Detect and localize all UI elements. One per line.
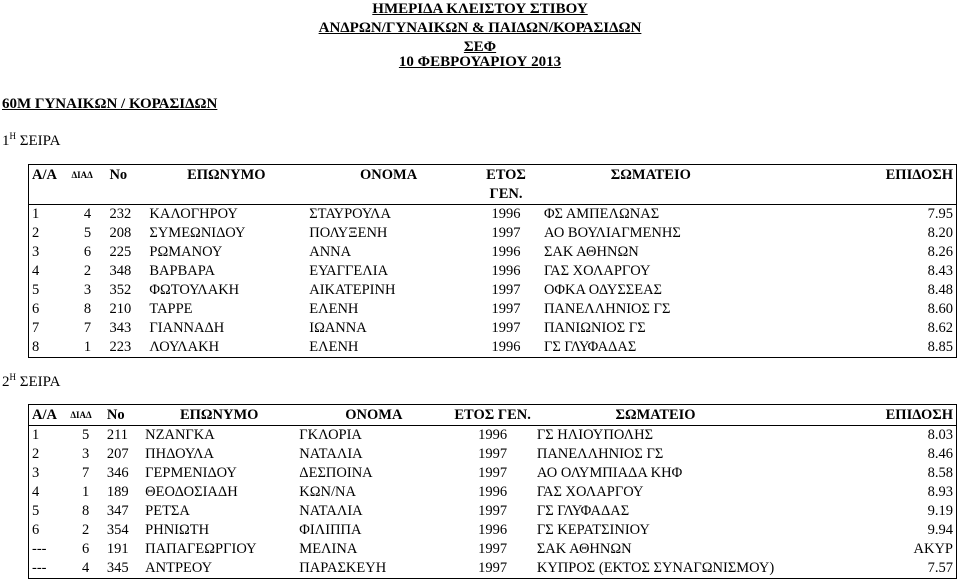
col-no: Νο (109, 166, 128, 183)
cell-club: ΚΥΠΡΟΣ (ΕΚΤΟΣ ΣΥΝΑΓΩΝΙΣΜΟΥ) (536, 560, 775, 576)
table-row (29, 243, 957, 262)
cell-name: ΠΑΡΑΣΚΕΥΗ (299, 560, 387, 576)
cell-lane: 2 (83, 263, 92, 279)
cell-result: 8.20 (927, 225, 953, 241)
heat-1-header-row (29, 165, 957, 186)
cell-result: 8.43 (927, 263, 953, 279)
cell-aa: 6 (32, 301, 40, 317)
cell-year: 1997 (478, 560, 508, 576)
cell-result: 8.93 (927, 484, 953, 500)
cell-club: ΦΣ ΑΜΠΕΛΩΝΑΣ (543, 206, 660, 222)
table-row (29, 483, 957, 502)
cell-no: 225 (109, 244, 132, 260)
cell-club: ΠΑΝΕΛΛΗΝΙΟΣ ΓΣ (536, 446, 664, 462)
cell-surname: ΡΗΝΙΩΤΗ (145, 522, 210, 538)
heat-1-table (28, 164, 957, 358)
col-no: Νο (106, 406, 125, 423)
table-row (29, 281, 957, 300)
heat-2-header-row (29, 405, 957, 426)
cell-year: 1997 (478, 446, 508, 462)
cell-club: ΓΣ ΚΕΡΑΤΣΙΝΙΟΥ (536, 522, 650, 538)
cell-surname: ΑΝΤΡΕΟΥ (145, 560, 213, 576)
cell-no: 232 (109, 206, 132, 222)
cell-no: 210 (109, 301, 132, 317)
table-row (29, 262, 957, 281)
cell-no: 189 (106, 484, 129, 500)
cell-lane: 6 (83, 244, 92, 260)
cell-name: ΕΛΕΝΗ (309, 339, 359, 355)
cell-result: 9.19 (927, 503, 953, 519)
cell-name: ΔΕΣΠΟΙΝΑ (299, 465, 373, 481)
col-aa: Α/Α (32, 406, 57, 423)
cell-aa: 1 (32, 206, 40, 222)
cell-aa: 4 (32, 484, 40, 500)
cell-lane: 1 (81, 484, 90, 500)
cell-no: 354 (106, 522, 129, 538)
cell-lane: 5 (81, 427, 90, 443)
cell-club: ΓΑΣ ΧΟΛΑΡΓΟΥ (536, 484, 644, 500)
cell-year: 1997 (491, 225, 521, 241)
cell-name: ΕΛΕΝΗ (309, 301, 359, 317)
cell-aa: 3 (32, 465, 40, 481)
cell-result: 8.46 (927, 446, 953, 462)
table-row (29, 464, 957, 483)
cell-surname: ΣΥΜΕΩΝΙΔΟΥ (149, 225, 246, 241)
cell-no: 352 (109, 282, 132, 298)
header-line-4: 10 ΦΕΒΡΟΥΑΡΙΟΥ 2013 (398, 54, 562, 70)
table-row (29, 426, 957, 446)
cell-result: 8.60 (927, 301, 953, 317)
cell-aa: 5 (32, 282, 40, 298)
cell-surname: ΡΩΜΑΝΟΥ (149, 244, 223, 260)
cell-club: ΣΑΚ ΑΘΗΝΩΝ (543, 244, 639, 260)
cell-lane: 3 (83, 282, 92, 298)
col-lane: ΔΙΑΔ (70, 410, 92, 420)
cell-no: 191 (106, 541, 129, 557)
cell-no: 211 (106, 427, 129, 443)
cell-year: 1997 (478, 541, 508, 557)
cell-name: ΑΝΝΑ (309, 244, 352, 260)
cell-no: 346 (106, 465, 129, 481)
table-row (29, 205, 957, 225)
cell-result: 7.95 (927, 206, 953, 222)
col-surname: ΕΠΩΝΥΜΟ (187, 166, 266, 183)
cell-year: 1996 (491, 339, 521, 355)
cell-surname: ΚΑΛΟΓΗΡΟΥ (149, 206, 238, 222)
col-name: ΟΝΟΜΑ (360, 166, 418, 183)
cell-lane: 4 (81, 560, 90, 576)
cell-surname: ΡΕΤΣΑ (145, 503, 190, 519)
cell-surname: ΠΑΠΑΓΕΩΡΓΙΟΥ (145, 541, 257, 557)
cell-year: 1997 (491, 320, 521, 336)
cell-no: 343 (109, 320, 132, 336)
cell-year: 1996 (478, 427, 508, 443)
cell-club: ΣΑΚ ΑΘΗΝΩΝ (536, 541, 632, 557)
cell-name: ΝΑΤΑΛΙΑ (299, 446, 363, 462)
cell-lane: 3 (81, 446, 90, 462)
col-year: ΕΤΟΣ (486, 166, 526, 183)
heat-2-table (28, 404, 957, 579)
cell-aa: 6 (32, 522, 40, 538)
cell-result: 8.58 (927, 465, 953, 481)
cell-year: 1996 (491, 244, 521, 260)
cell-year: 1997 (491, 282, 521, 298)
cell-club: ΑΟ ΟΛΥΜΠΙΑΔΑ ΚΗΦ (536, 465, 683, 481)
cell-name: ΝΑΤΑΛΙΑ (299, 503, 363, 519)
cell-surname: ΒΑΡΒΑΡΑ (149, 263, 215, 279)
cell-club: ΓΣ ΗΛΙΟΥΠΟΛΗΣ (536, 427, 654, 443)
cell-surname: ΓΕΡΜΕΝΙΔΟΥ (145, 465, 237, 481)
cell-result: 8.48 (927, 282, 953, 298)
cell-surname: ΝΖΑΝΓΚΑ (145, 427, 215, 443)
cell-lane: 8 (81, 503, 90, 519)
cell-name: ΣΤΑΥΡΟΥΛΑ (309, 206, 392, 222)
cell-result: ΑΚΥΡ (913, 541, 953, 557)
cell-club: ΠΑΝΙΩΝΙΟΣ ΓΣ (543, 320, 646, 336)
cell-aa: --- (32, 541, 47, 557)
cell-surname: ΛΟΥΛΑΚΗ (149, 339, 220, 355)
cell-name: ΚΩΝ/ΝΑ (299, 484, 356, 500)
col-surname: ΕΠΩΝΥΜΟ (179, 406, 259, 423)
cell-lane: 4 (83, 206, 92, 222)
cell-result: 8.85 (927, 339, 953, 355)
cell-aa: 4 (32, 263, 40, 279)
cell-aa: 2 (32, 225, 40, 241)
col-year: ΕΤΟΣ ΓΕΝ. (454, 406, 531, 423)
header-line-1: ΗΜΕΡΙΔΑ ΚΛΕΙΣΤΟΥ ΣΤΙΒΟΥ (372, 1, 588, 17)
table-row (29, 445, 957, 464)
cell-surname: ΠΗΔΟΥΛΑ (145, 446, 214, 462)
table-row (29, 338, 957, 358)
cell-result: 9.94 (927, 522, 953, 538)
cell-no: 345 (106, 560, 129, 576)
cell-no: 208 (109, 225, 132, 241)
event-title: 60Μ ΓΥΝΑΙΚΩΝ / ΚΟΡΑΣΙΔΩΝ (2, 96, 218, 112)
cell-year: 1996 (491, 263, 521, 279)
col-club: ΣΩΜΑΤΕΙΟ (610, 166, 691, 183)
table-row (29, 502, 957, 521)
cell-result: 8.26 (927, 244, 953, 260)
table-row (29, 319, 957, 338)
cell-year: 1996 (491, 206, 521, 222)
table-row (29, 521, 957, 540)
cell-aa: --- (32, 560, 47, 576)
cell-no: 223 (109, 339, 132, 355)
cell-no: 348 (109, 263, 132, 279)
cell-aa: 2 (32, 446, 40, 462)
cell-club: ΑΟ ΒΟΥΛΙΑΓΜΕΝΗΣ (543, 225, 681, 241)
cell-surname: ΓΙΑΝΝΑΔΗ (149, 320, 225, 336)
col-result: ΕΠΙΔΟΣΗ (885, 406, 953, 423)
cell-lane: 2 (81, 522, 90, 538)
cell-aa: 7 (32, 320, 40, 336)
cell-name: ΕΥΑΓΓΕΛΙΑ (309, 263, 389, 279)
col-aa: Α/Α (32, 166, 57, 183)
cell-result: 8.03 (927, 427, 953, 443)
cell-aa: 1 (32, 427, 40, 443)
col-club: ΣΩΜΑΤΕΙΟ (615, 406, 696, 423)
cell-lane: 6 (81, 541, 90, 557)
cell-name: ΙΩΑΝΝΑ (309, 320, 367, 336)
heat-2-label: $2^H$ ΣΕΙΡΑ (2, 372, 61, 390)
cell-year: 1997 (478, 503, 508, 519)
cell-no: 207 (106, 446, 129, 462)
cell-surname: ΘΕΟΔΟΣΙΑΔΗ (145, 484, 238, 500)
cell-no: 347 (106, 503, 129, 519)
header-line-3: ΣΕΦ (463, 39, 497, 55)
cell-lane: 1 (83, 339, 92, 355)
cell-aa: 5 (32, 503, 40, 519)
cell-name: ΜΕΛΙΝΑ (299, 541, 358, 557)
cell-aa: 3 (32, 244, 40, 260)
cell-surname: ΤΑΡΡΕ (149, 301, 193, 317)
cell-club: ΓΣ ΓΛΥΦΑΔΑΣ (536, 503, 630, 519)
cell-year: 1997 (478, 465, 508, 481)
heat-1-label: $1^H$ ΣΕΙΡΑ (2, 131, 61, 149)
cell-surname: ΦΩΤΟΥΛΑΚΗ (149, 282, 240, 298)
table-row (29, 540, 957, 559)
cell-name: ΑΙΚΑΤΕΡΙΝΗ (309, 282, 396, 298)
col-result: ΕΠΙΔΟΣΗ (885, 166, 953, 183)
col-name: ΟΝΟΜΑ (345, 406, 403, 423)
cell-year: 1997 (491, 301, 521, 317)
cell-club: ΠΑΝΕΛΛΗΝΙΟΣ ΓΣ (543, 301, 671, 317)
cell-result: 8.62 (927, 320, 953, 336)
cell-name: ΠΟΛΥΞΕΝΗ (309, 225, 388, 241)
cell-name: ΓΚΛΟΡΙΑ (299, 427, 362, 443)
cell-lane: 5 (83, 225, 92, 241)
cell-club: ΟΦΚΑ ΟΔΥΣΣΕΑΣ (543, 282, 662, 298)
col-lane: ΔΙΑΔ (71, 170, 93, 180)
table-row (29, 559, 957, 579)
cell-lane: 7 (83, 320, 92, 336)
cell-aa: 8 (32, 339, 40, 355)
table-row (29, 224, 957, 243)
table-row (29, 300, 957, 319)
cell-year: 1996 (478, 484, 508, 500)
header-line-2: ΑΝΔΡΩΝ/ΓΥΝΑΙΚΩΝ & ΠΑΙΔΩΝ/ΚΟΡΑΣΙΔΩΝ (318, 20, 642, 36)
cell-name: ΦΙΛΙΠΠΑ (299, 522, 362, 538)
cell-result: 7.57 (927, 560, 953, 576)
cell-club: ΓΣ ΓΛΥΦΑΔΑΣ (543, 339, 637, 355)
cell-year: 1996 (478, 522, 508, 538)
cell-club: ΓΑΣ ΧΟΛΑΡΓΟΥ (543, 263, 651, 279)
cell-lane: 8 (83, 301, 92, 317)
cell-lane: 7 (81, 465, 90, 481)
col-year-2: ΓΕΝ. (489, 186, 523, 202)
